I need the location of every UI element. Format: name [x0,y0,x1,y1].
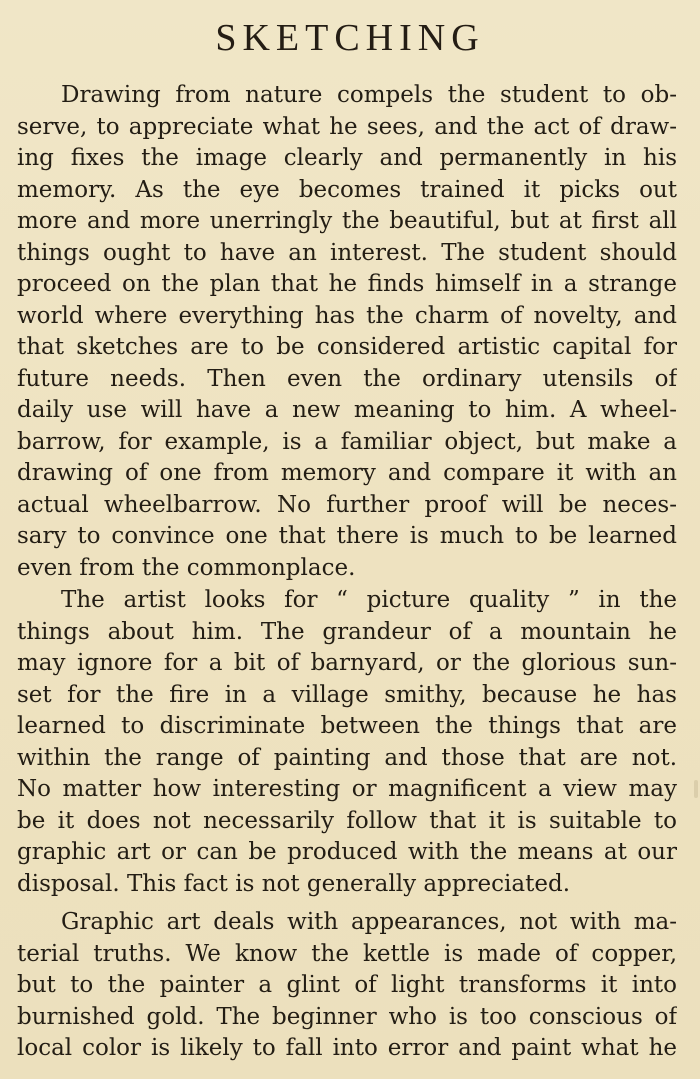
text-line: No matter how interesting or magnificent a view may [17,776,677,802]
paper-mark [694,780,698,798]
text-line: more and more unerringly the beautiful, but at first all [17,208,677,234]
text-line: Drawing from nature compels the student to ob- [61,82,677,108]
text-line: drawing of one from memory and compare it with an [17,460,677,486]
text-line: serve, to appreciate what he sees, and the act of draw- [17,113,677,140]
text-line: Graphic art deals with appearances, not with ma- [61,909,677,935]
text-line: graphic art or can be produced with the means at our [17,839,677,865]
text-line: The artist looks for “ picture quality ” in the [61,587,677,613]
text-line: disposal. This fact is not generally appreciated. [17,870,570,897]
text-line: future needs. Then even the ordinary utensils of [17,365,677,392]
text-line: ing fixes the image clearly and permanently in his [17,145,677,171]
page-title: SKETCHING [215,17,485,59]
text-line: sary to convince one that there is much to be learned [17,523,677,549]
text-line: but to the painter a glint of light transforms it into [17,972,677,998]
text-line: things ought to have an interest. The student should [17,239,677,266]
text-line: be it does not necessarily follow that it is suitable to [17,807,677,834]
text-line: within the range of painting and those that are not. [17,744,677,771]
text-line: barrow, for example, is a familiar object, but make a [17,428,677,455]
text-line: terial truths. We know the kettle is made of copper, [17,940,677,967]
text-line: set for the fire in a village smithy, because he has [17,681,677,708]
text-line: memory. As the eye becomes trained it picks out [17,176,677,203]
text-line: actual wheelbarrow. No further proof will be neces- [17,491,677,518]
text-line: world where everything has the charm of novelty, and [17,302,677,329]
text-line: local color is likely to fall into error and paint what he [17,1035,677,1061]
text-line: learned to discriminate between the things that are [17,713,677,739]
text-line: burnished gold. The beginner who is too conscious of [17,1003,677,1030]
text-line: may ignore for a bit of barnyard, or the glorious sun- [17,650,677,676]
text-line: that sketches are to be considered artistic capital for [17,334,677,360]
text-line: proceed on the plan that he finds himself in a strange [17,271,677,297]
text-line: daily use will have a new meaning to him. A wheel- [17,397,677,423]
text-line: even from the commonplace. [17,554,356,581]
text-line: things about him. The grandeur of a mountain he [17,618,677,645]
